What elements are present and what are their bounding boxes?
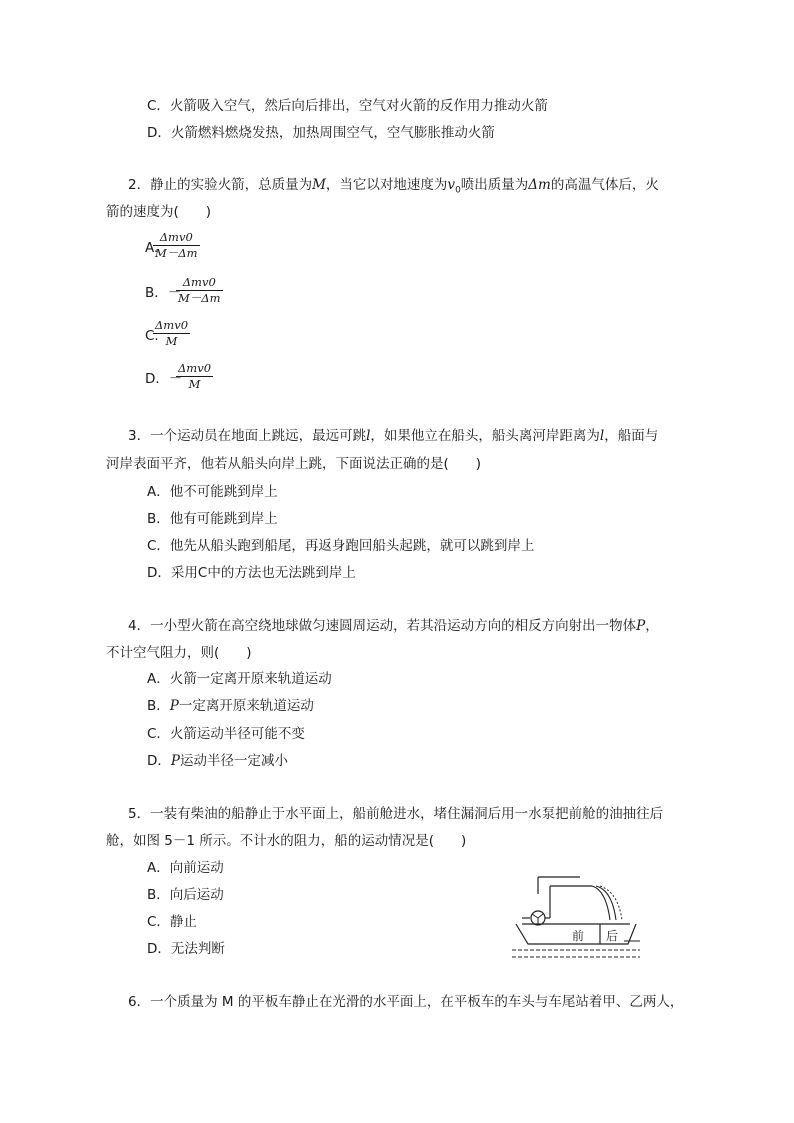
q4-option-a: A．火箭一定离开原来轨道运动: [147, 671, 332, 687]
q2-option-d-fraction: Δmv0 M: [178, 361, 212, 391]
q2-option-c-fraction: Δmv0 M: [155, 318, 189, 348]
q5-option-d: D．无法判断: [147, 941, 225, 957]
q2-option-a-label: A.: [145, 240, 159, 256]
q2-stem-line1: 2．静止的实验火箭，总质量为M，当它以对地速度为$v_0$喷出质量为Δm的高温气体后，火: [128, 177, 659, 196]
q5-stem-line1: 5．一装有柴油的船静止于水平面上，船前舱进水，堵住漏洞后用一水泵把前舱的油抽往后: [128, 806, 664, 822]
q4-option-d: D．P运动半径一定减小: [147, 753, 288, 769]
q2-option-a-fraction: Δmv0 M－Δm: [155, 230, 198, 260]
q3-stem-line2: 河岸表面平齐，他若从船头向岸上跳，下面说法正确的是( ): [106, 456, 482, 472]
q2-option-b-label: B．－: [145, 285, 182, 301]
q4-stem-line1: 4．一小型火箭在高空绕地球做匀速圆周运动，若其沿运动方向的相反方向射出一物体P，: [128, 618, 659, 634]
front-compartment-label: 前: [572, 929, 585, 943]
pour-stream: [592, 886, 610, 920]
q3-option-a: A．他不可能跳到岸上: [147, 484, 278, 500]
q5-option-b: B．向后运动: [147, 887, 224, 903]
q4-stem-line2: 不计空气阻力，则( ): [106, 645, 252, 661]
q5-option-c: C．静止: [147, 914, 197, 930]
q3-option-c: C．他先从船头跑到船尾，再返身跑回船头起跳，就可以跳到岸上: [147, 538, 535, 554]
q2-option-c-label: C.: [145, 328, 159, 344]
q5-stem-line2: 舱，如图 5－1 所示。不计水的阻力，船的运动情况是( ): [106, 833, 467, 849]
q2-option-b-fraction: Δmv0 M－Δm: [178, 275, 221, 305]
q5-option-a: A．向前运动: [147, 860, 224, 876]
q2-stem-line2: 箭的速度为( ): [106, 204, 212, 220]
q2-option-d-label: D．－: [145, 371, 183, 387]
q3-option-b: B．他有可能跳到岸上: [147, 511, 278, 527]
q1-option-c: C．火箭吸入空气，然后向后排出，空气对火箭的反作用力推动火箭: [147, 98, 548, 114]
boat-pump-figure: [510, 872, 650, 967]
q3-stem-line1: 3．一个运动员在地面上跳远，最远可跳l，如果他立在船头，船头离河岸距离为l，船面与: [128, 428, 659, 444]
q3-option-d: D．采用C中的方法也无法跳到岸上: [147, 565, 356, 581]
q4-option-c: C．火箭运动半径可能不变: [147, 726, 305, 742]
q6-stem-line1: 6．一个质量为 M 的平板车静止在光滑的水平面上，在平板车的车头与车尾站着甲、乙两人，: [128, 994, 684, 1010]
q1-option-d: D．火箭燃料燃烧发热，加热周围空气，空气膨胀推动火箭: [147, 125, 495, 141]
back-compartment-label: 后: [606, 929, 619, 943]
q4-option-b: B．P一定离开原来轨道运动: [147, 698, 314, 714]
